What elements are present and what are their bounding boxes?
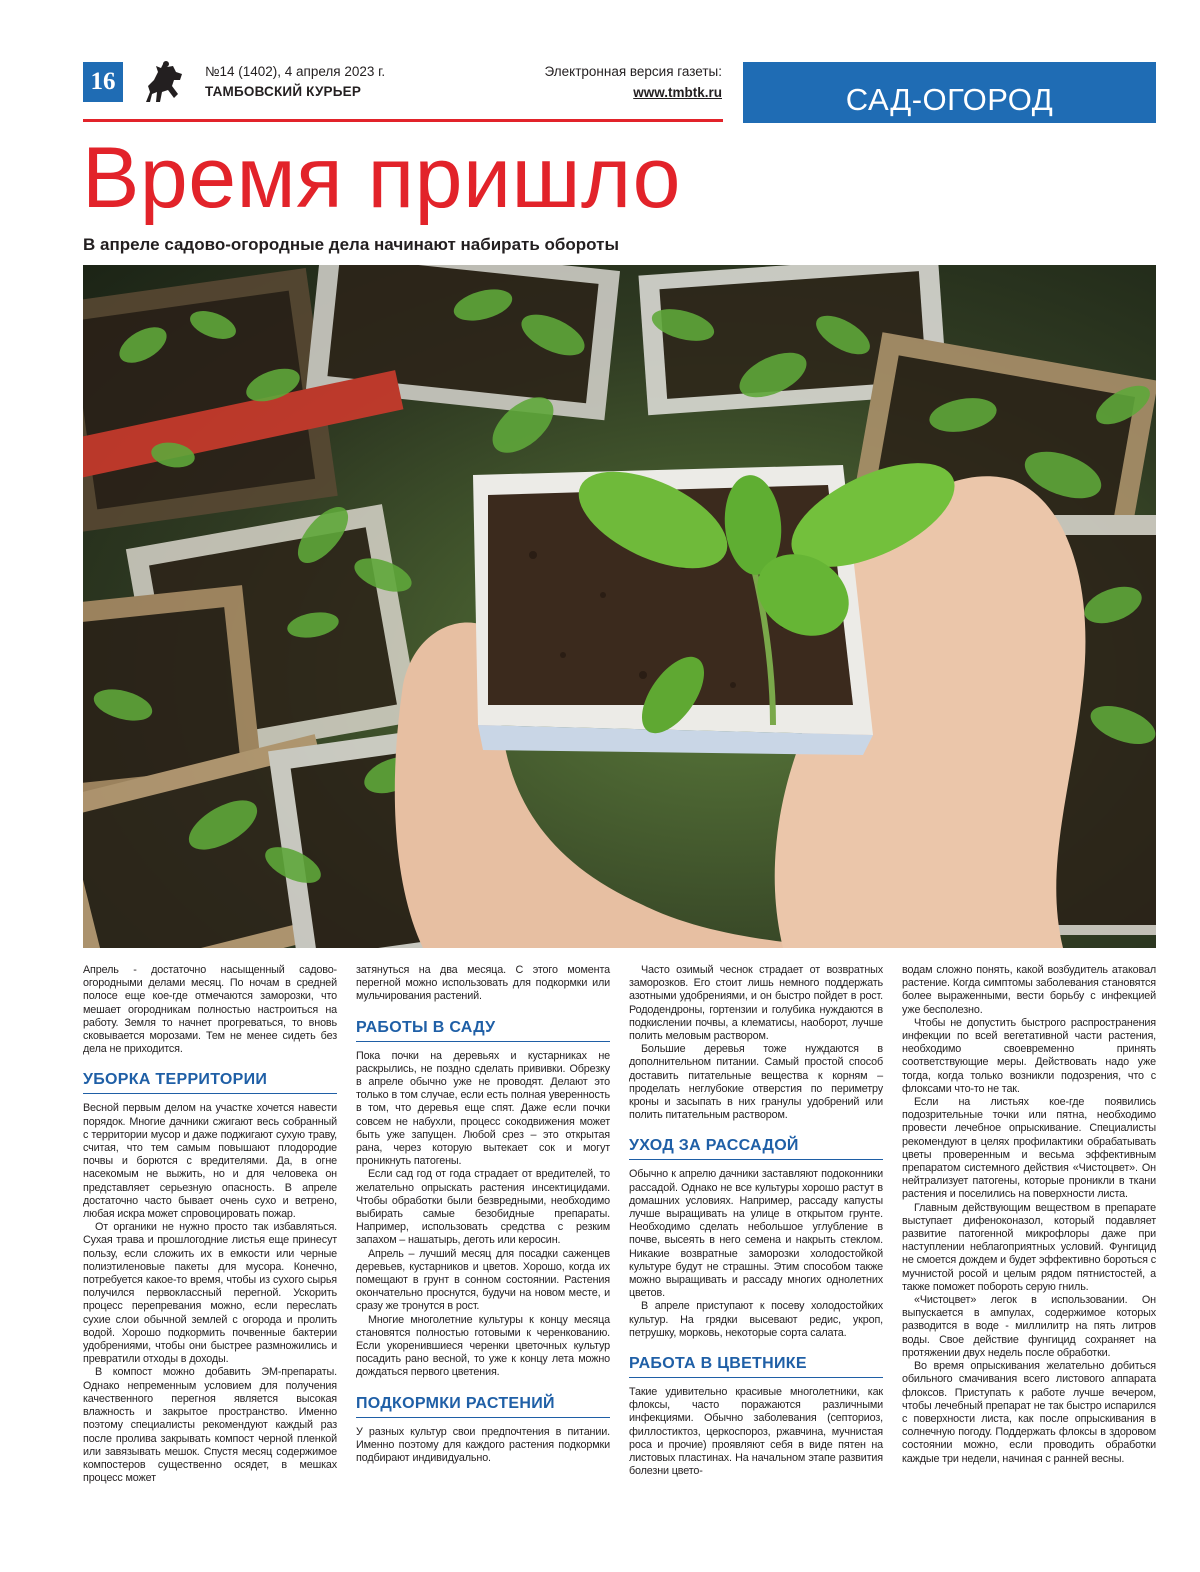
paragraph: Главным действующим веществом в препарате выступает дифеноконазол, который подавляет развитие патогенной микрофлоры даже при наступлении неблагоприятных условий. Фунгицид не смоется дождем и будет эффективно бороться с мучнистой росой и целым рядом пятнистостей, а также поможет побороть серую гниль. (902, 1201, 1156, 1293)
paragraph: Такие удивительно красивые многолетники, как флоксы, часто поражаются различными инфекциями. Обычно заболевания (септориоз, филлостиктоз, церкоспороз, ржавчина, мучнистая роса и прочие) проявляют себя в виде пятен на листовых пластинах. На начальном этапе развития болезни цвето- (629, 1386, 883, 1478)
section-heading-garden: РАБОТЫ В САДУ (356, 1018, 610, 1042)
page-number: 16 (83, 62, 123, 102)
section-rubric: САД-ОГОРОД (743, 62, 1156, 123)
article-title: Время пришло (82, 130, 682, 226)
section-heading-seedlings: УХОД ЗА РАССАДОЙ (629, 1136, 883, 1160)
paragraph: В компост можно добавить ЭМ-препараты. Однако непременным условием для получения качественного перегноя является высокая влажность и закрытое пространство. Именно поэтому специалисты рекомендуют каждый раз после пролива закрывать компост черной пленкой или завязывать мешок. Спустя месяц содержимое компостеров существенно осядет, в мешках процесс может (83, 1366, 337, 1485)
paragraph: Многие многолетние культуры к концу месяца становятся полностью готовыми к черенкованию. Если укоренившиеся черенки цветочных культур посадить рано весной, то уже к концу лета можно дождаться первого цветения. (356, 1313, 610, 1379)
paragraph: Если на листьях кое-где появились подозрительные точки или пятна, необходимо провести лечебное опрыскивание. Специалисты рекомендуют в целях профилактики обрабатывать цветы проверенным и весьма эффективным препаратом системного действия «Чистоцвет». Он нейтрализует патогены, которые проникли в ткани растения и поселились на поверхности листа. (902, 1096, 1156, 1201)
article-column-4 (902, 964, 1156, 1466)
paragraph: водам сложно понять, какой возбудитель атаковал растение. Когда симптомы заболевания становятся более выраженными, вести борьбу с инфекцией уже бесполезно. (902, 964, 1156, 1016)
seedlings-illustration (83, 265, 1156, 948)
paragraph: затянуться на два месяца. С этого момента перегной можно использовать для подкормки или мульчирования растений. (356, 964, 610, 1003)
paragraph: Часто озимый чеснок страдает от возвратных заморозков. Его стоит лишь немного поддержать азотными удобрениями, и он быстро пойдет в рост. Рододендроны, гортензии и голубика нуждаются в подкислении почвы, а клематисы, наоборот, лучше полить меловым раствором. (629, 964, 883, 1043)
section-heading-feeding: ПОДКОРМКИ РАСТЕНИЙ (356, 1394, 610, 1418)
issue-number-date: №14 (1402), 4 апреля 2023 г. (205, 64, 386, 79)
issue-info (205, 62, 385, 102)
section-heading-territory: УБОРКА ТЕРРИТОРИИ (83, 1070, 337, 1094)
article-column-3 (629, 964, 883, 1479)
paragraph: Весной первым делом на участке хочется навести порядок. Многие дачники сжигают весь собранный с территории мусор и даже поджигают сухую траву, считая, что тем самым повышают плодородие почвы и борются с вредителями. Да, в огне насекомым не выжить, но и для человека он представляет серьезную опасность. В апреле достаточно часто бывает очень сухо и ветрено, любая искра может спровоцировать пожар. (83, 1102, 337, 1221)
paragraph: Во время опрыскивания желательно добиться обильного смачивания всего листового аппарата флоксов. Приступать к работе лучше вечером, чтобы лечебный препарат не так быстро испарился с поверхности листа, как после опрыскивания в солнечную погоду. Поддержать флоксы в здоровом состоянии можно, если проводить обработки каждые три недели, начиная с ранней весны. (902, 1360, 1156, 1465)
horse-rider-icon (140, 58, 188, 106)
article-subtitle: В апреле садово-огородные дела начинают набирать обороты (83, 235, 619, 254)
paragraph: «Чистоцвет» легок в использовании. Он выпускается в ампулах, содержимое которых разводится в воде - миллилитр на пять литров воды. Свое действие фунгицид сохраняет на протяжении двух недель после обработки. (902, 1294, 1156, 1359)
paragraph: От органики не нужно просто так избавляться. Сухая трава и прошлогодние листья еще принесут пользу, если сложить их в емкости или черные полиэтиленовые пакеты для мусора. Конечно, потребуется какое-то время, чтобы из сухого сырья получился первоклассный перегной. Ускорить процесс перепревания можно, если переслать сухие слои обычной землей с огорода и пролить водой. Хорошо подкормить почвенные бактерии удобрениями, чтобы они быстрее размножились и превратили отходы в доходы. (83, 1221, 337, 1366)
paragraph: Если сад год от года страдает от вредителей, то желательно опрыскать растения инсектицидами. Чтобы обработки были безвредными, необходимо выбирать самые безобидные препараты. Например, использовать средства с резким запахом – нашатырь, деготь или керосин. (356, 1168, 610, 1247)
electronic-version (545, 61, 722, 103)
article-column-1 (83, 964, 337, 1485)
paragraph: Чтобы не допустить быстрого распространения инфекции по всей вегетативной части растения, необходимо своевременно принять соответствующие меры. Действовать надо уже тогда, когда только возникли подозрения, что с флоксами что-то не так. (902, 1016, 1156, 1095)
header-divider (83, 119, 723, 122)
eversion-label: Электронная версия газеты: (544, 64, 722, 79)
paragraph: Апрель - достаточно насыщенный садово-огородными делами месяц. По ночам в средней полосе еще кое-где отмечаются заморозки, что мешает огородникам полностью настроиться на работу. Земля то начнет прогреваться, то вновь сковывается морозами. Тем не менее сидеть без дела не приходится. (83, 964, 337, 1056)
website-link[interactable]: www.tmbtk.ru (633, 85, 722, 100)
seedlings-photo (83, 265, 1156, 948)
paragraph: У разных культур свои предпочтения в питании. Именно поэтому для каждого растения подкормки подбирают индивидуально. (356, 1425, 610, 1465)
paragraph: В апреле приступают к посеву холодостойких культур. На грядки высевают редис, укроп, петрушку, морковь, некоторые сорта салата. (629, 1300, 883, 1339)
paragraph: Большие деревья тоже нуждаются в дополнительном питании. Самый простой способ доставить питательные вещества к корням – проделать неглубокие отверстия по периметру кроны и засыпать в них гранулы удобрений или полить питательным раствором. (629, 1043, 883, 1122)
paragraph: Апрель – лучший месяц для посадки саженцев деревьев, кустарников и цветов. Хорошо, когда их помещают в грунт в сонном состоянии. Растения окончательно проснутся, будучи на новом месте, и сразу же тронутся в рост. (356, 1247, 610, 1313)
paragraph: Обычно к апрелю дачники заставляют подоконники рассадой. Однако не все культуры хорошо растут в домашних условиях. Например, рассаду капусты лучше выращивать на улице в открытом грунте. Необходимо сделать небольшое углубление в почве, высеять в него семена и накрыть стеклом. Никакие возвратные заморозки холодостойкой культуре будут не страшны. Этим способом также можно выращивать и рассаду многих однолетних цветов. (629, 1168, 883, 1300)
article-column-2 (356, 964, 610, 1465)
paper-name: ТАМБОВСКИЙ КУРЬЕР (205, 84, 362, 99)
section-heading-flowerbed: РАБОТА В ЦВЕТНИКЕ (629, 1354, 883, 1378)
paragraph: Пока почки на деревьях и кустарниках не раскрылись, не поздно сделать прививки. Обрезку в апреле обычно уже не проводят. Делают это только в том случае, если есть полная уверенность в том, что деревья еще спят. Даже если почки совсем не набухли, процесс сокодвижения может быть уже запущен. Любой срез – это открытая рана, через которую вытекает сок и могут проникнуть патогены. (356, 1049, 610, 1168)
